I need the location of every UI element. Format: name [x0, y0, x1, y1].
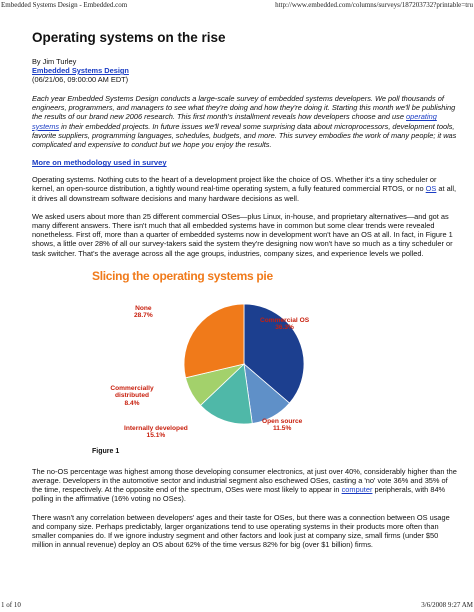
intro-paragraph: Each year Embedded Systems Design conducts a large-scale survey of embedded systems developers. We poll thousands of engineers, programmers, and managers to see what they're doing and how they're doing it. Starting this month we'll be publishing the results of our brand new 2006 research. This first month's installment reveals how developers choose and use operating systems in their embedded projects. In future issues we'll reveal some surprising data about microprocessors, development tools, favorite suppliers, programming languages, schedules, budgets, and more. This survey embodies the work of many people; it was complicated and expensive to conduct but we hope you enjoy the results. — [32, 94, 457, 150]
publication-link[interactable]: Embedded Systems Design — [32, 66, 129, 75]
label-commercially-distributed: Commercially distributed 8.4% — [110, 384, 154, 408]
figure-caption: Figure 1 — [92, 447, 120, 455]
label-commercial-os: Commercial OS 36.3% — [260, 316, 310, 332]
print-footer-datetime: 3/6/2008 9:27 AM — [421, 601, 473, 609]
paragraph-1: Operating systems. Nothing cuts to the heart of a development project like the choice of OS. Whether it's a tiny scheduler or kernel, an open-source distribution, a tightly wound real-time operating system, a fully featured commercial RTOS, or no OS at all, it drives all downstream software decisions and many hardware decisions as well. — [32, 175, 457, 203]
paragraph-3: The no-OS percentage was highest among those developing consumer electronics, at just over 40%, considerably higher than the average. Developers in the automotive sector and industrial segment also eschewed OSes, casting a 'no' vote 36% and 35% of the time, respectively. At the opposite end of the spectrum, OSes were most likely to appear in computer peripherals, with 84% polling in the affirmative (16% voting no OSes). — [32, 466, 457, 504]
paragraph-4: There wasn't any correlation between developers' ages and their taste for OSes, but there was a connection between OS usage and company size. Perhaps predictably, larger organizations tend to use operating systems in their products more often than smaller companies do. If we ignore industry segment and other factors and look just at company size, small firms (under $50 million in annual revenue) deploy an OS about 62% of the time versus 82% for big (over $1 billion) firms. — [32, 512, 450, 550]
pie-chart — [32, 267, 457, 461]
byline: By Jim Turley — [32, 57, 77, 66]
figure-1 — [32, 267, 457, 461]
print-header-title: Embedded Systems Design - Embedded.com — [1, 1, 128, 9]
chart-title: Slicing the operating systems pie — [92, 268, 273, 283]
article-meta — [32, 57, 457, 84]
article — [32, 30, 457, 558]
computer-link[interactable]: computer — [341, 485, 373, 495]
methodology-link[interactable]: More on methodology used in survey — [32, 158, 167, 168]
article-title: Operating systems on the rise — [32, 30, 226, 45]
label-none: None 28.7% — [134, 304, 153, 320]
label-internally-developed: Internally developed 15.1% — [124, 424, 188, 440]
label-open-source: Open source 11.5% — [262, 417, 303, 433]
operating-systems-link[interactable]: operating systems — [32, 112, 437, 131]
print-header-url: http://www.embedded.com/columns/surveys/187203732?printable=tru — [275, 1, 473, 9]
os-link[interactable]: OS — [425, 184, 437, 194]
paragraph-2: We asked users about more than 25 different commercial OSes—plus Linux, in-house, and proprietary alternatives—and got as many different answers. There isn't much that all embedded systems have in common but some clear trends were revealed nonetheless. First off, more than a quarter of embedded systems now in development won't have an OS at all. In fact, in Figure 1 shows, a little over 28% of all our survey-takers said the system they're designing now won't have so much as a tiny scheduler or task switcher. That's the average across all the age groups, industries, company sizes, and experience levels we polled. — [32, 211, 453, 258]
print-footer-page: 1 of 10 — [1, 601, 21, 609]
publish-date: (06/21/06, 09:00:00 AM EDT) — [32, 75, 129, 84]
